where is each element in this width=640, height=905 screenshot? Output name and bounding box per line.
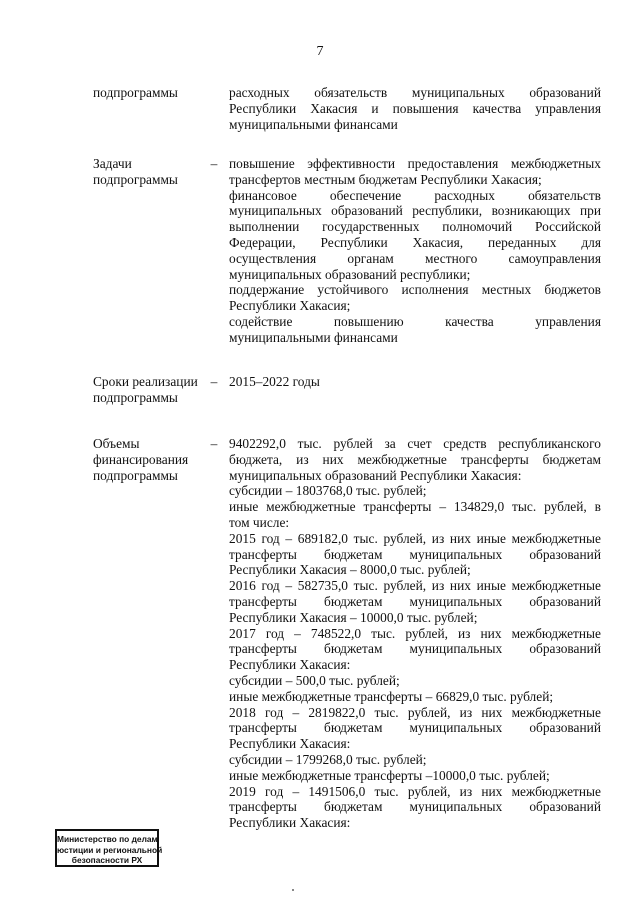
section-content bbox=[229, 374, 601, 390]
content-line: 2015–2022 годы bbox=[229, 374, 320, 389]
page-number: 7 bbox=[316, 44, 324, 59]
label-line: Задачи bbox=[93, 156, 132, 171]
section-content bbox=[229, 156, 601, 346]
label-line: Сроки реализации bbox=[93, 374, 198, 389]
section-content bbox=[229, 85, 601, 132]
content-line: 2017 год – 748522,0 тыс. рублей, из них межбюджетные bbox=[229, 625, 601, 641]
label-line: подпрограммы bbox=[93, 389, 178, 405]
ministry-stamp bbox=[55, 829, 163, 867]
content-line: муниципальных образований Республики Хакасия: bbox=[229, 467, 522, 483]
content-line: муниципальными финансами bbox=[229, 116, 398, 132]
content-line: трансферты бюджетам муниципальных образований bbox=[229, 546, 601, 562]
label-line: подпрограммы bbox=[93, 85, 178, 100]
content-line: субсидии – 500,0 тыс. рублей; bbox=[229, 672, 400, 688]
content-line: поддержание устойчивого исполнения местных бюджетов bbox=[229, 282, 601, 298]
content-line: Республики Хакасия – 8000,0 тыс. рублей; bbox=[229, 562, 471, 578]
section-label bbox=[93, 436, 203, 483]
label-line: подпрограммы bbox=[93, 171, 178, 187]
content-line: иные межбюджетные трансферты – 134829,0 тыс. рублей, в bbox=[229, 499, 601, 515]
content-line: иные межбюджетные трансферты –10000,0 тыс. рублей; bbox=[229, 767, 550, 783]
content-line: финансовое обеспечение расходных обязательств bbox=[229, 187, 601, 203]
content-line: осуществления органам местного самоуправления bbox=[229, 250, 601, 266]
stamp-line: юстиции и региональной bbox=[57, 844, 163, 855]
scan-speck bbox=[292, 889, 294, 891]
label-line: финансирования bbox=[93, 451, 189, 467]
content-line: Республики Хакасия; bbox=[229, 298, 351, 314]
stamp-line: безопасности РХ bbox=[71, 855, 143, 865]
content-line: трансферты бюджетам муниципальных образований bbox=[229, 799, 601, 815]
section-label bbox=[93, 85, 203, 101]
section-dash: – bbox=[210, 374, 218, 389]
section-dash: – bbox=[210, 156, 218, 171]
content-line: содействие повышению качества управления bbox=[229, 313, 601, 329]
content-line: Республики Хакасия: bbox=[229, 736, 351, 752]
content-line: том числе: bbox=[229, 514, 290, 530]
content-line: повышение эффективности предоставления межбюджетных bbox=[229, 156, 601, 171]
content-line: 2015 год – 689182,0 тыс. рублей, из них иные межбюджетные bbox=[229, 530, 601, 546]
content-line: муниципальными финансами bbox=[229, 329, 398, 345]
content-line: 9402292,0 тыс. рублей за счет средств республиканского bbox=[229, 436, 601, 451]
label-line: подпрограммы bbox=[93, 467, 178, 483]
content-line: Республики Хакасия и повышения качества управления bbox=[229, 100, 601, 116]
content-line: 2019 год – 1491506,0 тыс. рублей, из них межбюджетные bbox=[229, 783, 601, 799]
content-line: субсидии – 1803768,0 тыс. рублей; bbox=[229, 483, 427, 499]
content-line: муниципальных образований республики; bbox=[229, 266, 471, 282]
content-line: трансферты бюджетам муниципальных образований bbox=[229, 641, 601, 657]
section-label bbox=[93, 156, 203, 188]
stamp-line: Министерство по делам bbox=[57, 834, 158, 844]
content-line: Республики Хакасия: bbox=[229, 815, 351, 831]
section-content bbox=[229, 436, 601, 831]
content-line: 2018 год – 2819822,0 тыс. рублей, из них межбюджетные bbox=[229, 704, 601, 720]
section-dash: – bbox=[210, 436, 218, 451]
content-line: выполнении государственных полномочий Российской bbox=[229, 219, 601, 235]
content-line: иные межбюджетные трансферты – 66829,0 тыс. рублей; bbox=[229, 688, 554, 704]
content-line: Федерации, Республики Хакасия, переданных для bbox=[229, 234, 601, 250]
content-line: муниципальных образований республики, возникающих при bbox=[229, 203, 601, 219]
content-line: бюджета, из них межбюджетные трансферты бюджетам bbox=[229, 451, 601, 467]
label-line: Объемы bbox=[93, 436, 140, 451]
content-line: трансферты бюджетам муниципальных образований bbox=[229, 593, 601, 609]
content-line: трансферты бюджетам муниципальных образований bbox=[229, 720, 601, 736]
section-label bbox=[93, 374, 203, 406]
content-line: Республики Хакасия – 10000,0 тыс. рублей; bbox=[229, 609, 478, 625]
content-line: расходных обязательств муниципальных образований bbox=[229, 85, 601, 100]
content-line: Республики Хакасия: bbox=[229, 657, 351, 673]
content-line: 2016 год – 582735,0 тыс. рублей, из них иные межбюджетные bbox=[229, 578, 601, 594]
content-line: субсидии – 1799268,0 тыс. рублей; bbox=[229, 751, 427, 767]
content-line: трансфертов местным бюджетам Республики Хакасия; bbox=[229, 171, 542, 187]
